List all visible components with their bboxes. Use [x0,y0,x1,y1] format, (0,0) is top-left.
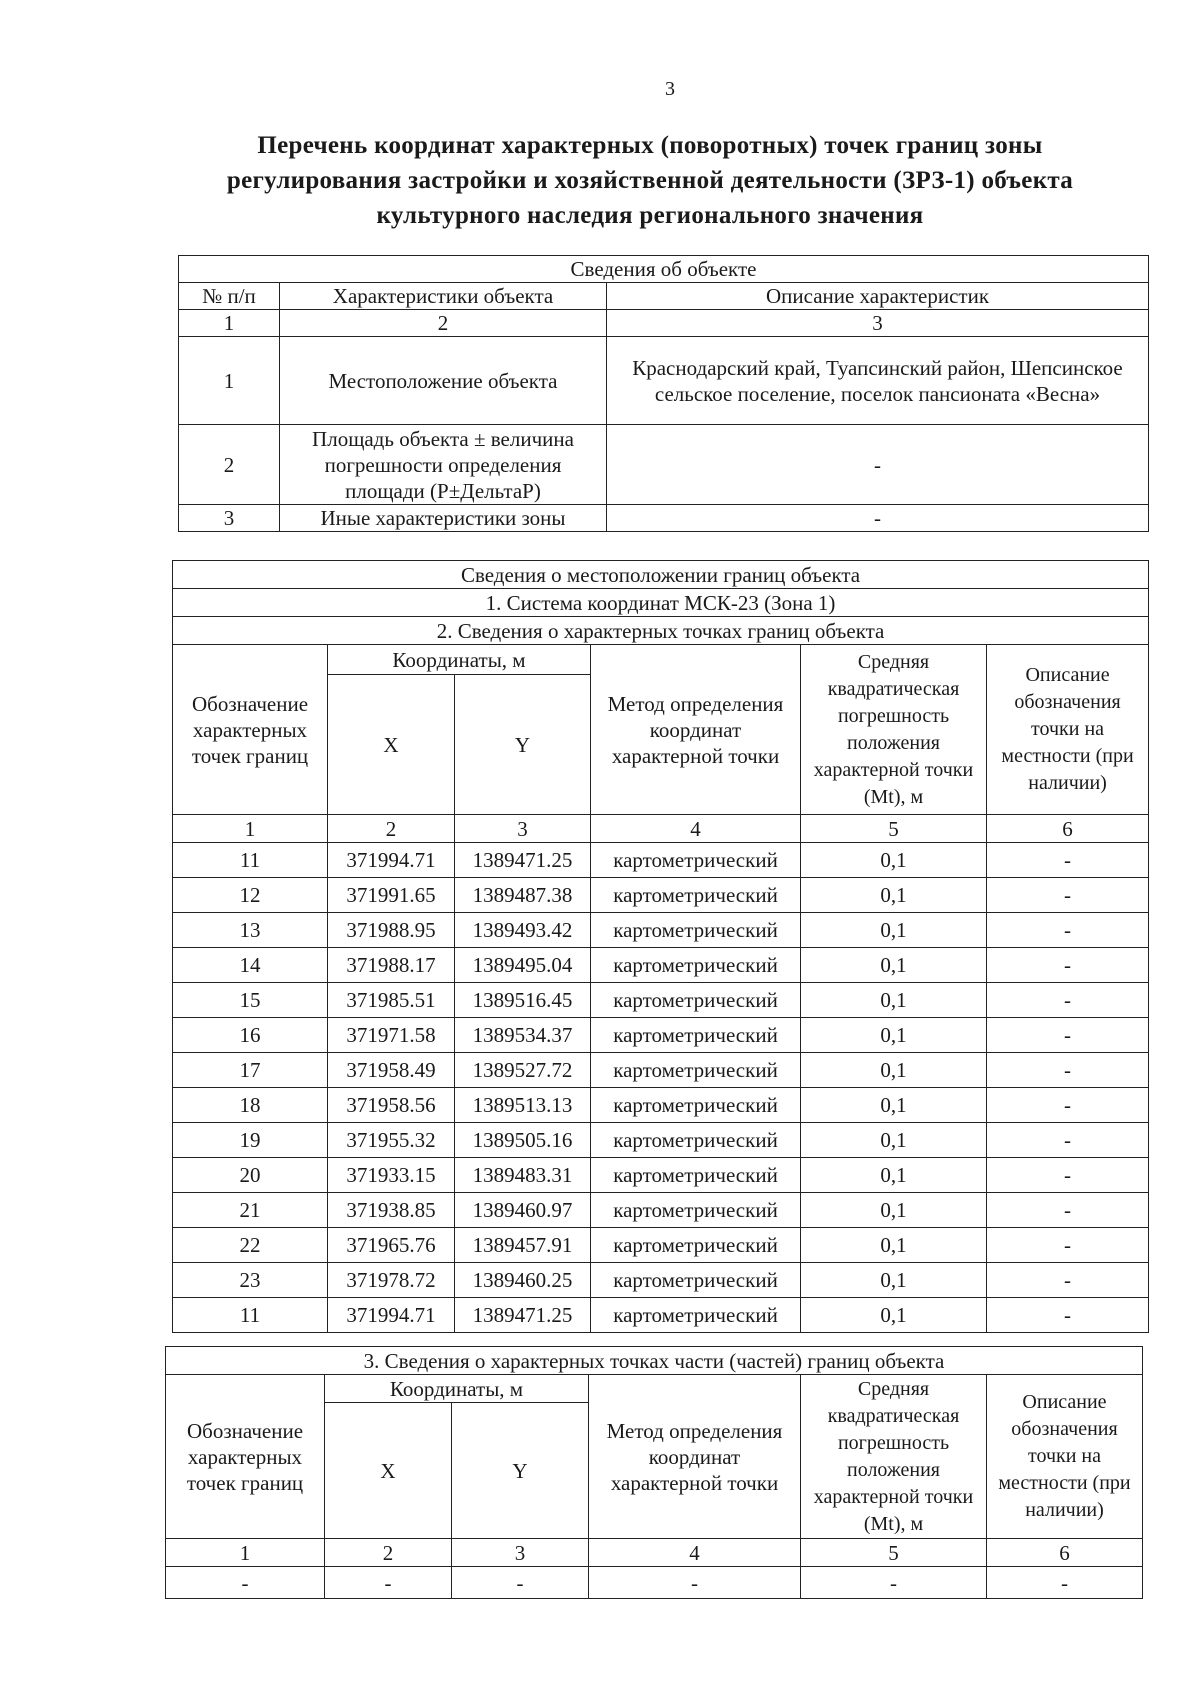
point-y: 1389495.04 [455,948,591,983]
table-row [173,1158,1149,1193]
point-mt: 0,1 [801,1263,987,1298]
table-row [173,1228,1149,1263]
col-number-2: 2 [280,310,607,337]
col-number-2: 2 [325,1539,452,1567]
col-header-designation: Обозначение характерных точек границ [173,645,328,815]
point-description: - [987,1018,1149,1053]
point-id: 11 [173,843,328,878]
table-row [173,1123,1149,1158]
title-line-1: Перечень координат характерных (поворотных) точек границ зоны [257,132,1043,159]
point-mt: 0,1 [801,1158,987,1193]
point-description: - [987,1053,1149,1088]
table-row [173,983,1149,1018]
point-method: картометрический [591,983,801,1018]
point-id: 20 [173,1158,328,1193]
point-method: картометрический [591,913,801,948]
empty-cell: - [452,1567,589,1599]
table-row [173,1193,1149,1228]
point-description: - [987,878,1149,913]
point-description: - [987,1228,1149,1263]
point-x: 371958.49 [328,1053,455,1088]
col-header-x: X [328,675,455,815]
col-header-point-description: Описание обозначения точки на местности (при наличии) [987,1375,1143,1539]
table-row [173,1263,1149,1298]
point-mt: 0,1 [801,913,987,948]
point-id: 17 [173,1053,328,1088]
empty-cell: - [166,1567,325,1599]
point-y: 1389471.25 [455,1298,591,1333]
point-method: картометрический [591,948,801,983]
point-x: 371994.71 [328,843,455,878]
col-header-number: № п/п [179,283,280,310]
col-header-y: Y [452,1403,589,1539]
point-description: - [987,1298,1149,1333]
point-id: 13 [173,913,328,948]
table-row [173,948,1149,983]
boundary-points-table [172,560,1149,1333]
point-x: 371958.56 [328,1088,455,1123]
point-x: 371965.76 [328,1228,455,1263]
point-description: - [987,1123,1149,1158]
point-method: картометрический [591,878,801,913]
table-row [173,1298,1149,1333]
point-mt: 0,1 [801,843,987,878]
empty-cell: - [589,1567,801,1599]
point-method: картометрический [591,1053,801,1088]
object-row-number: 2 [179,425,280,505]
col-header-coordinates: Координаты, м [328,645,591,675]
page-number: 3 [665,78,675,100]
table-row [173,1088,1149,1123]
object-row-name: Иные характеристики зоны [280,505,607,532]
point-y: 1389457.91 [455,1228,591,1263]
empty-cell: - [801,1567,987,1599]
point-mt: 0,1 [801,1123,987,1158]
col-number-3: 3 [455,815,591,843]
coordinate-system-header: 1. Система координат МСК-23 (Зона 1) [173,589,1149,617]
point-description: - [987,948,1149,983]
point-y: 1389527.72 [455,1053,591,1088]
object-info-header: Сведения об объекте [179,256,1149,283]
point-x: 371938.85 [328,1193,455,1228]
point-method: картометрический [591,1263,801,1298]
point-mt: 0,1 [801,948,987,983]
location-section-header: Сведения о местоположении границ объекта [173,561,1149,589]
object-row-value: - [607,505,1149,532]
empty-cell: - [325,1567,452,1599]
point-x: 371985.51 [328,983,455,1018]
point-y: 1389534.37 [455,1018,591,1053]
point-id: 18 [173,1088,328,1123]
point-x: 371955.32 [328,1123,455,1158]
point-mt: 0,1 [801,1053,987,1088]
point-id: 21 [173,1193,328,1228]
point-id: 15 [173,983,328,1018]
table-row [173,1053,1149,1088]
point-mt: 0,1 [801,1228,987,1263]
col-number-4: 4 [589,1539,801,1567]
object-row-number: 3 [179,505,280,532]
point-x: 371933.15 [328,1158,455,1193]
col-header-coordinates: Координаты, м [325,1375,589,1403]
object-row-number: 1 [179,337,280,425]
point-id: 16 [173,1018,328,1053]
point-y: 1389516.45 [455,983,591,1018]
point-description: - [987,1088,1149,1123]
title-line-2: регулирования застройки и хозяйственной деятельности (ЗРЗ-1) объекта [226,167,1074,194]
col-header-designation: Обозначение характерных точек границ [166,1375,325,1539]
point-x: 371971.58 [328,1018,455,1053]
point-x: 371988.17 [328,948,455,983]
empty-cell: - [987,1567,1143,1599]
object-row-value: Краснодарский край, Туапсинский район, Шепсинское сельское поселение, поселок пансионата «Весна» [607,337,1149,425]
object-row-name: Местоположение объекта [280,337,607,425]
point-method: картометрический [591,1298,801,1333]
points-section-header: 2. Сведения о характерных точках границ объекта [173,617,1149,645]
point-y: 1389513.13 [455,1088,591,1123]
point-x: 371991.65 [328,878,455,913]
point-mt: 0,1 [801,983,987,1018]
point-y: 1389493.42 [455,913,591,948]
point-x: 371994.71 [328,1298,455,1333]
points-body [173,843,1149,1333]
point-y: 1389483.31 [455,1158,591,1193]
col-number-4: 4 [591,815,801,843]
point-y: 1389487.38 [455,878,591,913]
point-id: 23 [173,1263,328,1298]
point-id: 19 [173,1123,328,1158]
point-description: - [987,1193,1149,1228]
point-description: - [987,1158,1149,1193]
table-row [173,878,1149,913]
col-header-characteristics: Характеристики объекта [280,283,607,310]
col-header-error: Средняя квадратическая погрешность положения характерной точки (Mt), м [801,1375,987,1539]
point-method: картометрический [591,1158,801,1193]
col-number-1: 1 [173,815,328,843]
point-id: 12 [173,878,328,913]
col-number-1: 1 [166,1539,325,1567]
col-header-x: X [325,1403,452,1539]
point-mt: 0,1 [801,1018,987,1053]
col-number-3: 3 [607,310,1149,337]
col-number-5: 5 [801,815,987,843]
point-x: 371988.95 [328,913,455,948]
col-header-y: Y [455,675,591,815]
point-method: картометрический [591,1193,801,1228]
point-id: 14 [173,948,328,983]
object-row-value: - [607,425,1149,505]
document-title [150,128,1150,233]
point-method: картометрический [591,1088,801,1123]
table-row [173,1018,1149,1053]
col-header-error: Средняя квадратическая погрешность положения характерной точки (Mt), м [801,645,987,815]
col-number-6: 6 [987,815,1149,843]
col-header-method: Метод определения координат характерной точки [589,1375,801,1539]
col-header-point-description: Описание обозначения точки на местности (при наличии) [987,645,1149,815]
point-mt: 0,1 [801,1193,987,1228]
col-number-6: 6 [987,1539,1143,1567]
point-y: 1389471.25 [455,843,591,878]
point-mt: 0,1 [801,878,987,913]
point-description: - [987,843,1149,878]
col-number-1: 1 [179,310,280,337]
point-y: 1389505.16 [455,1123,591,1158]
table-row [173,913,1149,948]
point-id: 11 [173,1298,328,1333]
table-row [173,843,1149,878]
point-description: - [987,1263,1149,1298]
object-row-name: Площадь объекта ± величина погрешности определения площади (Р±ДельтаР) [280,425,607,505]
col-header-description: Описание характеристик [607,283,1149,310]
col-number-2: 2 [328,815,455,843]
point-y: 1389460.97 [455,1193,591,1228]
point-description: - [987,913,1149,948]
parts-section-header: 3. Сведения о характерных точках части (частей) границ объекта [166,1347,1143,1375]
point-method: картометрический [591,1123,801,1158]
point-description: - [987,983,1149,1018]
point-mt: 0,1 [801,1088,987,1123]
parts-points-table [165,1346,1143,1599]
point-method: картометрический [591,843,801,878]
title-line-3: культурного наследия регионального значения [376,202,924,229]
point-id: 22 [173,1228,328,1263]
col-number-5: 5 [801,1539,987,1567]
point-x: 371978.72 [328,1263,455,1298]
object-info-table [178,255,1149,532]
point-method: картометрический [591,1228,801,1263]
col-number-3: 3 [452,1539,589,1567]
point-mt: 0,1 [801,1298,987,1333]
col-header-method: Метод определения координат характерной точки [591,645,801,815]
point-y: 1389460.25 [455,1263,591,1298]
point-method: картометрический [591,1018,801,1053]
